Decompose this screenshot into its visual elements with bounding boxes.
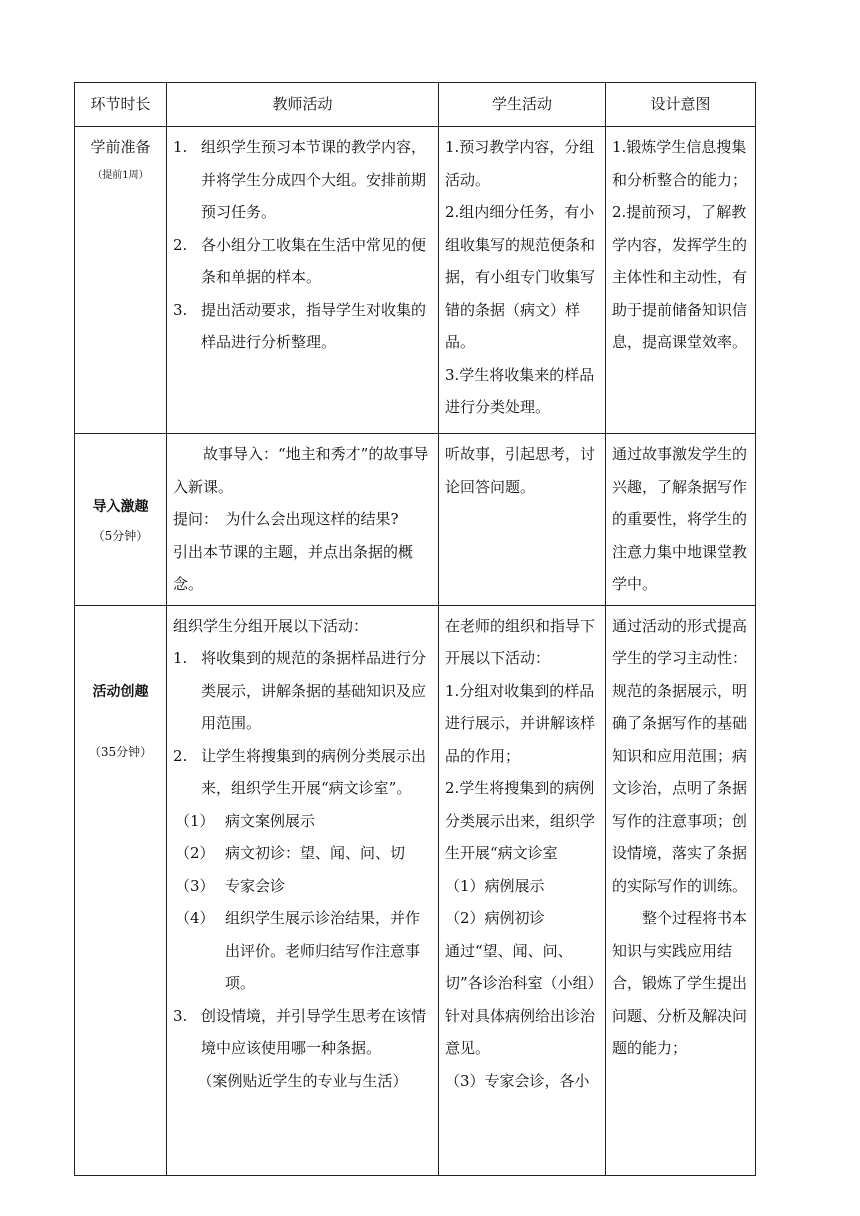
item-text: 让学生将搜集到的病例分类展示出来，组织学生开展“病文诊室”。 <box>201 746 427 797</box>
student-paragraph: 听故事，引起思考，讨论回答问题。 <box>445 445 596 496</box>
subitem-number: （4） <box>175 909 215 927</box>
list-item <box>173 229 432 294</box>
item-number: 1. <box>173 138 188 156</box>
student-paragraph: 通过“望、闻、问、切”各诊治科室（小组）针对具体病例给出诊治意见。 <box>445 941 596 1057</box>
student-paragraph: 1.分组对收集到的样品进行展示，并讲解该样品的作用； <box>445 681 596 765</box>
subitem-text: 专家会诊 <box>225 876 286 895</box>
student-paragraph: 在老师的组织和指导下开展以下活动： <box>445 616 596 667</box>
design-paragraph: 1.锻炼学生信息搜集和分析整合的能力； <box>612 138 748 189</box>
teacher-note: （案例贴近学生的专业与生活） <box>197 1071 408 1090</box>
item-number: 3. <box>173 1006 188 1025</box>
stage-cell <box>75 434 167 606</box>
design-paragraph: 通过活动的形式提高学生的学习主动性：规范的条据展示，明确了条据写作的基础知识和应用范围；病文诊治，点明了条据写作的注意事项；创设情境，落实了条据的实际写作的训练。 <box>612 616 748 895</box>
student-paragraph: （3）专家会诊，各小 <box>445 1071 590 1090</box>
teacher-intro: 组织学生分组开展以下活动： <box>173 616 369 635</box>
table-row <box>75 127 756 434</box>
teacher-activity-cell <box>167 605 439 1175</box>
subitem-text: 病文初诊：望、闻、问、切 <box>225 844 406 862</box>
stage-name: 活动创趣 <box>92 683 149 700</box>
student-paragraph: 3.学生将收集来的样品进行分类处理。 <box>445 365 595 416</box>
student-paragraph: 2.学生将搜集到的病例分类展示出来，组织学生开展“病文诊室 <box>445 779 596 862</box>
list-item <box>173 131 432 229</box>
stage-time: （提前1周） <box>92 169 149 181</box>
stage-name: 导入激趣 <box>92 499 149 515</box>
student-paragraph: （1）病例展示 <box>445 876 545 895</box>
teacher-outro: 引出本节课的主题，并点出条据的概念。 <box>173 542 414 593</box>
design-paragraph: 整个过程将书本知识与实践应用结合，锻炼了学生提出问题、分析及解决问题的能力； <box>612 909 748 1057</box>
design-intent-cell <box>606 605 756 1175</box>
teacher-lead: 故事导入：“地主和秀才”的故事导入新课。 <box>173 445 429 496</box>
list-item <box>173 740 432 805</box>
design-intent-cell <box>606 434 756 606</box>
design-paragraph: 通过故事激发学生的兴趣，了解条据写作的重要性，将学生的注意力集中地课堂教学中。 <box>612 445 748 593</box>
student-paragraph: 2.组内细分任务，有小组收集写的规范便条和据，有小组专门收集写错的条据（病文）样品。 <box>445 203 596 351</box>
student-paragraph: 1.预习教学内容，分组活动。 <box>445 138 595 189</box>
stage-time: （5分钟） <box>92 528 149 543</box>
table-row <box>75 434 756 606</box>
item-number: 1. <box>173 649 188 667</box>
subitem-number: （2） <box>175 844 215 862</box>
teacher-question: 提问： 为什么会出现这样的结果? <box>173 510 399 528</box>
student-activity-cell <box>439 434 606 606</box>
header-stage-duration: 环节时长 <box>75 83 167 127</box>
item-text: 各小组分工收集在生活中常见的便条和单据的样本。 <box>201 235 427 286</box>
lesson-plan-table <box>74 82 756 1176</box>
stage-name: 学前准备 <box>90 138 151 156</box>
stage-cell <box>75 605 167 1175</box>
item-text: 创设情境，并引导学生思考在该情境中应该使用哪一种条据。 <box>201 1006 427 1057</box>
sub-list-item <box>173 902 432 1000</box>
sub-list-item <box>173 837 432 870</box>
sub-list-item <box>173 870 432 903</box>
teacher-activity-cell <box>167 127 439 434</box>
header-student-activity: 学生活动 <box>439 83 606 127</box>
item-number: 2. <box>173 235 188 254</box>
item-text: 将收集到的规范的条据样品进行分类展示，讲解条据的基础知识及应用范围。 <box>201 649 427 732</box>
student-activity-cell <box>439 605 606 1175</box>
subitem-number: （1） <box>175 811 215 830</box>
subitem-number: （3） <box>175 876 215 895</box>
subitem-text: 病文案例展示 <box>225 811 316 830</box>
design-paragraph: 2.提前预习，了解教学内容，发挥学生的主体性和主动性，有助于提前储备知识信息，提高课堂效率。 <box>612 203 748 351</box>
teacher-activity-cell <box>167 434 439 606</box>
stage-time: （35分钟） <box>88 745 153 759</box>
sub-list-item <box>173 805 432 838</box>
list-item <box>173 1000 432 1065</box>
student-activity-cell <box>439 127 606 434</box>
list-item <box>173 294 432 359</box>
table-row <box>75 605 756 1175</box>
student-paragraph: （2）病例初诊 <box>445 909 545 927</box>
header-teacher-activity: 教师活动 <box>167 83 439 127</box>
item-number: 2. <box>173 746 188 765</box>
stage-cell <box>75 127 167 434</box>
item-text: 组织学生预习本节课的教学内容，并将学生分成四个大组。安排前期预习任务。 <box>201 138 427 221</box>
subitem-text: 组织学生展示诊治结果，并作出评价。老师归结写作注意事项。 <box>225 909 421 992</box>
design-intent-cell <box>606 127 756 434</box>
header-row <box>75 83 756 127</box>
header-design-intent: 设计意图 <box>606 83 756 127</box>
item-text: 提出活动要求，指导学生对收集的样品进行分析整理。 <box>201 300 427 351</box>
item-number: 3. <box>173 300 188 319</box>
list-item <box>173 642 432 740</box>
